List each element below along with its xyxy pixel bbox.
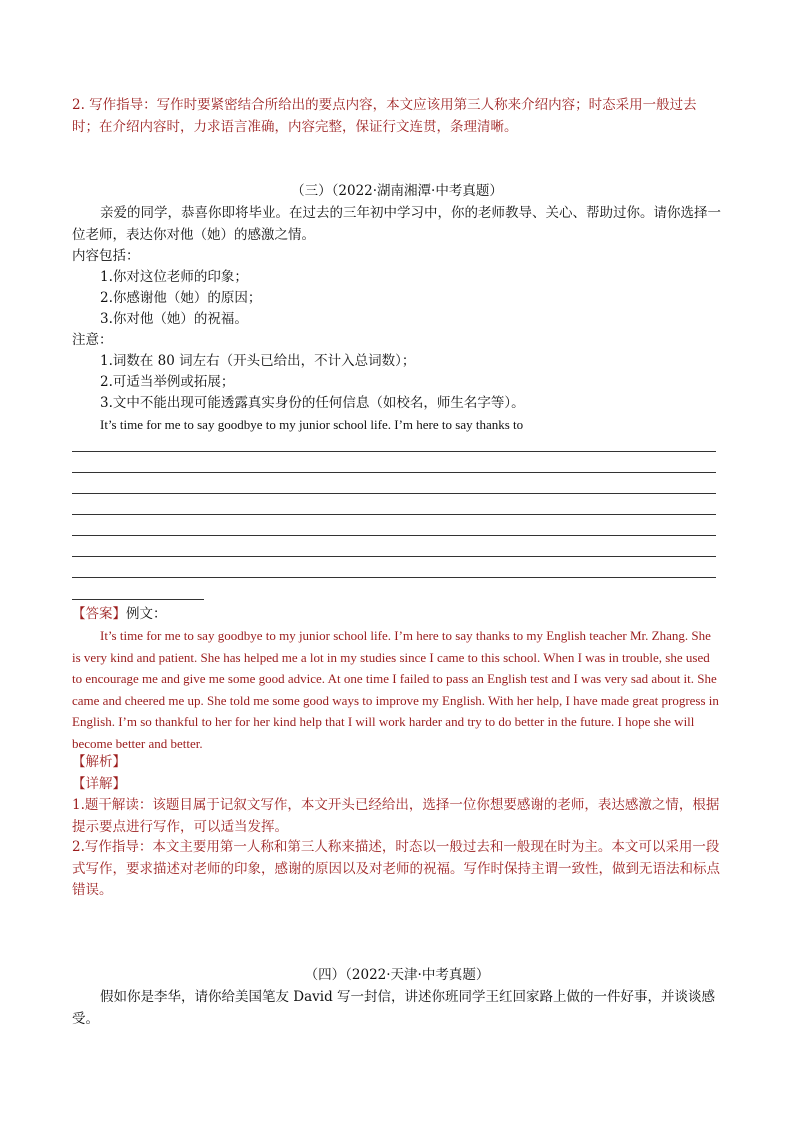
notes-item-3: 3.文中不能出现可能透露真实身份的任何信息（如校名，师生名字等）。 [100, 395, 525, 411]
writing-line [72, 514, 716, 515]
analysis-label: 【解析】 [72, 754, 126, 770]
notes-label: 注意： [72, 332, 113, 348]
content-label: 内容包括： [72, 248, 140, 264]
separator-line [72, 599, 204, 600]
writing-line [72, 451, 716, 452]
detail-item-2: 2.写作指导：本文主要用第一人称和第三人称来描述，时态以一般过去和一般现在时为主。本文可以采用一段式写作，要求描述对老师的印象，感谢的原因以及对老师的祝福。写作时保持主谓一致性，做到无语法和标点错误。 [72, 839, 720, 898]
writing-line [72, 556, 716, 557]
essay-opening: It’s time for me to say goodbye to my junior school life. I’m here to say thanks to [100, 417, 524, 432]
model-essay: It’s time for me to say goodbye to my junior school life. I’m here to say thanks to my English teacher Mr. Zhang. She is very kind and patient. She has helped me a lot in my studies since I came to this school. When I was in trouble, she used to encourage me and give me some good advice. At one time I failed to pass an English test and I was very sad about it. She came and cheered me up. She told me some good ways to improve my English. With her help, I have made great progress in English. I’m so thankful to her for her kind help that I will work harder and try to do better in the future. I hope she will become better and better. [72, 628, 719, 751]
section4-prompt: 假如你是李华，请你给美国笔友 David 写一封信，讲述你班同学王红回家路上做的一件好事，并谈谈感受。 [72, 989, 716, 1027]
section3-heading: （三）（2022·湖南湘潭·中考真题） [291, 183, 503, 199]
content-item-2: 2.你感谢他（她）的原因； [100, 290, 262, 306]
section4-heading: （四）（2022·天津·中考真题） [304, 967, 490, 983]
writing-guide-section2: 2. 写作指导：写作时要紧密结合所给出的要点内容，本文应该用第三人称来介绍内容；时态采用一般过去时；在介绍内容时，力求语言准确，内容完整，保证行文连贯，条理清晰。 [72, 97, 697, 135]
answer-label: 【答案】 [72, 606, 126, 622]
writing-line [72, 493, 716, 494]
detail-label: 【详解】 [72, 776, 126, 792]
answer-sub-label: 例文： [126, 606, 167, 622]
content-item-3: 3.你对他（她）的祝福。 [100, 311, 248, 327]
content-item-1: 1.你对这位老师的印象； [100, 269, 248, 285]
writing-line [72, 577, 716, 578]
answer-heading [72, 604, 722, 626]
detail-item-1: 1.题干解读：该题目属于记叙文写作，本文开头已经给出，选择一位你想要感谢的老师，表达感激之情，根据提示要点进行写作，可以适当发挥。 [72, 797, 720, 835]
notes-item-1: 1.词数在 80 词左右（开头已给出，不计入总词数）； [100, 353, 416, 369]
section3-prompt: 亲爱的同学，恭喜你即将毕业。在过去的三年初中学习中，你的老师教导、关心、帮助过你。请你选择一位老师，表达你对他（她）的感激之情。 [72, 205, 721, 243]
writing-line [72, 535, 716, 536]
writing-line [72, 472, 716, 473]
notes-item-2: 2.可适当举例或拓展； [100, 374, 235, 390]
